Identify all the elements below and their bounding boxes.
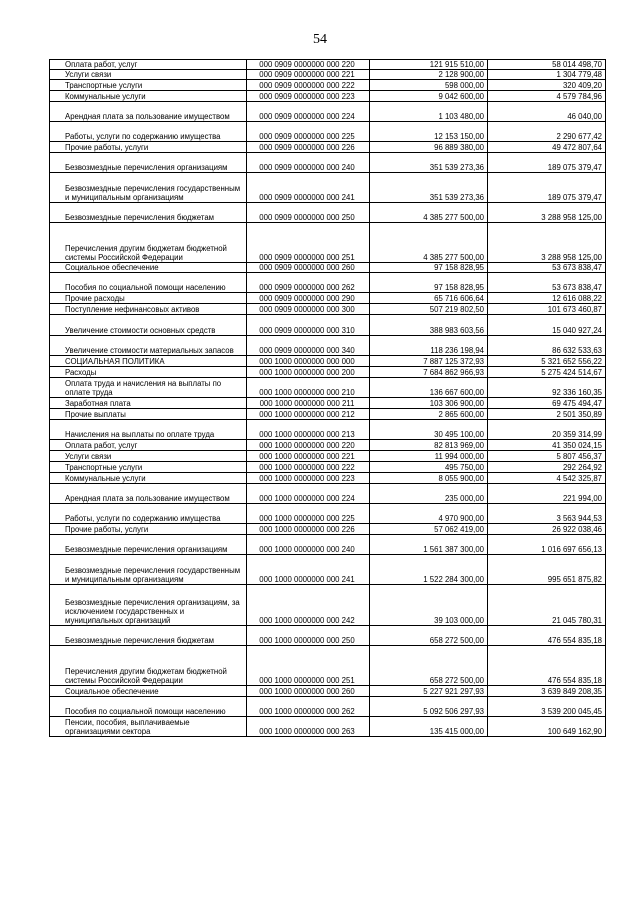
row-planned: 658 272 500,00 — [370, 626, 488, 646]
table-row — [50, 697, 606, 717]
row-planned: 5 227 921 297,93 — [370, 686, 488, 697]
table-row — [50, 462, 606, 473]
row-name: Безвозмездные перечисления бюджетам — [50, 203, 247, 223]
row-code: 000 0909 0000000 000 290 — [247, 293, 370, 304]
budget-table — [49, 59, 606, 737]
row-code: 000 0909 0000000 000 250 — [247, 203, 370, 223]
row-planned: 5 092 506 297,93 — [370, 697, 488, 717]
row-code: 000 0909 0000000 000 260 — [247, 263, 370, 273]
row-code: 000 1000 0000000 000 226 — [247, 524, 370, 535]
row-code: 000 1000 0000000 000 225 — [247, 504, 370, 524]
row-name: Безвозмездные перечисления организациям — [50, 153, 247, 173]
row-name: Арендная плата за пользование имуществом — [50, 102, 247, 122]
row-executed: 69 475 494,47 — [488, 398, 606, 409]
row-name: Арендная плата за пользование имуществом — [50, 484, 247, 504]
row-executed: 49 472 807,64 — [488, 142, 606, 153]
row-executed: 53 673 838,47 — [488, 263, 606, 273]
row-name: Прочие работы, услуги — [50, 142, 247, 153]
row-executed: 15 040 927,24 — [488, 315, 606, 336]
row-name: Коммунальные услуги — [50, 473, 247, 484]
row-executed: 12 616 088,22 — [488, 293, 606, 304]
row-executed: 21 045 780,31 — [488, 585, 606, 626]
page-number: 54 — [313, 32, 327, 47]
table-row — [50, 535, 606, 555]
table-row — [50, 626, 606, 646]
row-code: 000 1000 0000000 000 211 — [247, 398, 370, 409]
row-name: Услуги связи — [50, 70, 247, 80]
row-code: 000 1000 0000000 000 241 — [247, 555, 370, 585]
row-code: 000 1000 0000000 000 242 — [247, 585, 370, 626]
row-planned: 1 103 480,00 — [370, 102, 488, 122]
row-code: 000 0909 0000000 000 220 — [247, 60, 370, 70]
row-code: 000 0909 0000000 000 222 — [247, 80, 370, 91]
table-row — [50, 336, 606, 356]
row-code: 000 1000 0000000 000 251 — [247, 646, 370, 686]
row-name: Заработная плата — [50, 398, 247, 409]
row-planned: 65 716 606,64 — [370, 293, 488, 304]
row-code: 000 1000 0000000 000 222 — [247, 462, 370, 473]
row-code: 000 1000 0000000 000 262 — [247, 697, 370, 717]
row-name: Расходы — [50, 367, 247, 378]
row-name: Прочие расходы — [50, 293, 247, 304]
row-executed: 320 409,20 — [488, 80, 606, 91]
table-row — [50, 473, 606, 484]
row-executed: 995 651 875,82 — [488, 555, 606, 585]
row-code: 000 0909 0000000 000 223 — [247, 91, 370, 102]
row-planned: 96 889 380,00 — [370, 142, 488, 153]
row-executed: 92 336 160,35 — [488, 378, 606, 398]
row-code: 000 1000 0000000 000 210 — [247, 378, 370, 398]
row-code: 000 1000 0000000 000 263 — [247, 717, 370, 737]
table-row — [50, 398, 606, 409]
table-row — [50, 91, 606, 102]
row-planned: 495 750,00 — [370, 462, 488, 473]
table-row — [50, 293, 606, 304]
row-name: СОЦИАЛЬНАЯ ПОЛИТИКА — [50, 356, 247, 367]
row-planned: 235 000,00 — [370, 484, 488, 504]
row-executed: 58 014 498,70 — [488, 60, 606, 70]
table-row — [50, 315, 606, 336]
row-planned: 97 158 828,95 — [370, 263, 488, 273]
row-planned: 103 306 900,00 — [370, 398, 488, 409]
row-code: 000 1000 0000000 000 220 — [247, 440, 370, 451]
row-planned: 2 865 600,00 — [370, 409, 488, 420]
row-name: Безвозмездные перечисления организациям, за исключением государственных и муниципальных организаций — [50, 585, 247, 626]
row-code: 000 0909 0000000 000 225 — [247, 122, 370, 142]
row-name: Оплата работ, услуг — [50, 60, 247, 70]
table-row — [50, 646, 606, 686]
row-planned: 4 385 277 500,00 — [370, 203, 488, 223]
table-row — [50, 102, 606, 122]
table-row — [50, 484, 606, 504]
budget-table-body — [50, 60, 606, 737]
row-code: 000 1000 0000000 000 213 — [247, 420, 370, 440]
row-name: Увеличение стоимости основных средств — [50, 315, 247, 336]
table-row — [50, 142, 606, 153]
row-executed: 189 075 379,47 — [488, 173, 606, 203]
row-code: 000 1000 0000000 000 240 — [247, 535, 370, 555]
row-name: Прочие работы, услуги — [50, 524, 247, 535]
row-planned: 8 055 900,00 — [370, 473, 488, 484]
row-code: 000 0909 0000000 000 224 — [247, 102, 370, 122]
row-name: Оплата работ, услуг — [50, 440, 247, 451]
row-name: Работы, услуги по содержанию имущества — [50, 504, 247, 524]
row-planned: 4 385 277 500,00 — [370, 223, 488, 263]
table-row — [50, 203, 606, 223]
row-planned: 11 994 000,00 — [370, 451, 488, 462]
row-name: Безвозмездные перечисления государственным и муниципальным организациям — [50, 173, 247, 203]
row-executed: 5 807 456,37 — [488, 451, 606, 462]
table-row — [50, 122, 606, 142]
table-row — [50, 60, 606, 70]
row-name: Пособия по социальной помощи населению — [50, 273, 247, 293]
table-row — [50, 585, 606, 626]
table-row — [50, 173, 606, 203]
row-executed: 5 275 424 514,67 — [488, 367, 606, 378]
row-planned: 598 000,00 — [370, 80, 488, 91]
row-executed: 100 649 162,90 — [488, 717, 606, 737]
row-executed: 101 673 460,87 — [488, 304, 606, 315]
row-code: 000 0909 0000000 000 251 — [247, 223, 370, 263]
row-executed: 3 639 849 208,35 — [488, 686, 606, 697]
row-code: 000 0909 0000000 000 221 — [247, 70, 370, 80]
row-name: Пенсии, пособия, выплачиваемые организациями сектора — [50, 717, 247, 737]
row-code: 000 1000 0000000 000 223 — [247, 473, 370, 484]
row-code: 000 1000 0000000 000 221 — [247, 451, 370, 462]
row-executed: 2 501 350,89 — [488, 409, 606, 420]
table-row — [50, 80, 606, 91]
table-row — [50, 420, 606, 440]
row-planned: 1 561 387 300,00 — [370, 535, 488, 555]
table-row — [50, 273, 606, 293]
row-name: Поступление нефинансовых активов — [50, 304, 247, 315]
row-planned: 136 667 600,00 — [370, 378, 488, 398]
table-row — [50, 223, 606, 263]
row-name: Пособия по социальной помощи населению — [50, 697, 247, 717]
row-name: Безвозмездные перечисления бюджетам — [50, 626, 247, 646]
row-planned: 9 042 600,00 — [370, 91, 488, 102]
row-executed: 4 542 325,87 — [488, 473, 606, 484]
row-name: Работы, услуги по содержанию имущества — [50, 122, 247, 142]
row-executed: 3 288 958 125,00 — [488, 203, 606, 223]
table-row — [50, 263, 606, 273]
row-planned: 658 272 500,00 — [370, 646, 488, 686]
row-code: 000 0909 0000000 000 340 — [247, 336, 370, 356]
row-code: 000 0909 0000000 000 300 — [247, 304, 370, 315]
row-code: 000 1000 0000000 000 212 — [247, 409, 370, 420]
row-executed: 1 016 697 656,13 — [488, 535, 606, 555]
table-row — [50, 70, 606, 80]
row-name: Социальное обеспечение — [50, 263, 247, 273]
row-executed: 53 673 838,47 — [488, 273, 606, 293]
table-row — [50, 304, 606, 315]
row-name: Оплата труда и начисления на выплаты по оплате труда — [50, 378, 247, 398]
row-executed: 3 563 944,53 — [488, 504, 606, 524]
row-code: 000 1000 0000000 000 260 — [247, 686, 370, 697]
row-planned: 12 153 150,00 — [370, 122, 488, 142]
row-name: Транспортные услуги — [50, 462, 247, 473]
row-planned: 2 128 900,00 — [370, 70, 488, 80]
row-planned: 351 539 273,36 — [370, 153, 488, 173]
row-planned: 39 103 000,00 — [370, 585, 488, 626]
row-planned: 121 915 510,00 — [370, 60, 488, 70]
row-code: 000 1000 0000000 000 250 — [247, 626, 370, 646]
row-code: 000 0909 0000000 000 241 — [247, 173, 370, 203]
row-executed: 4 579 784,96 — [488, 91, 606, 102]
row-executed: 3 288 958 125,00 — [488, 223, 606, 263]
row-name: Транспортные услуги — [50, 80, 247, 91]
row-code: 000 0909 0000000 000 226 — [247, 142, 370, 153]
row-executed: 476 554 835,18 — [488, 646, 606, 686]
row-executed: 221 994,00 — [488, 484, 606, 504]
table-row — [50, 153, 606, 173]
table-row — [50, 717, 606, 737]
row-name: Увеличение стоимости материальных запасов — [50, 336, 247, 356]
row-executed: 20 359 314,99 — [488, 420, 606, 440]
row-planned: 30 495 100,00 — [370, 420, 488, 440]
row-planned: 388 983 603,56 — [370, 315, 488, 336]
row-code: 000 1000 0000000 000 000 — [247, 356, 370, 367]
table-row — [50, 451, 606, 462]
row-name: Безвозмездные перечисления организациям — [50, 535, 247, 555]
row-planned: 135 415 000,00 — [370, 717, 488, 737]
row-planned: 57 062 419,00 — [370, 524, 488, 535]
table-row — [50, 504, 606, 524]
table-row — [50, 356, 606, 367]
row-name: Услуги связи — [50, 451, 247, 462]
row-code: 000 0909 0000000 000 262 — [247, 273, 370, 293]
row-planned: 507 219 802,50 — [370, 304, 488, 315]
row-executed: 2 290 677,42 — [488, 122, 606, 142]
row-planned: 4 970 900,00 — [370, 504, 488, 524]
row-planned: 1 522 284 300,00 — [370, 555, 488, 585]
row-name: Социальное обеспечение — [50, 686, 247, 697]
row-executed: 5 321 652 556,22 — [488, 356, 606, 367]
table-row — [50, 555, 606, 585]
table-row — [50, 686, 606, 697]
row-executed: 189 075 379,47 — [488, 153, 606, 173]
row-planned: 82 813 969,00 — [370, 440, 488, 451]
row-executed: 1 304 779,48 — [488, 70, 606, 80]
row-name: Коммунальные услуги — [50, 91, 247, 102]
row-planned: 351 539 273,36 — [370, 173, 488, 203]
table-row — [50, 378, 606, 398]
row-planned: 7 887 125 372,93 — [370, 356, 488, 367]
row-executed: 46 040,00 — [488, 102, 606, 122]
table-row — [50, 440, 606, 451]
row-name: Перечисления другим бюджетам бюджетной системы Российской Федерации — [50, 223, 247, 263]
row-executed: 26 922 038,46 — [488, 524, 606, 535]
row-planned: 97 158 828,95 — [370, 273, 488, 293]
row-executed: 3 539 200 045,45 — [488, 697, 606, 717]
row-executed: 86 632 533,63 — [488, 336, 606, 356]
row-code: 000 0909 0000000 000 240 — [247, 153, 370, 173]
row-executed: 476 554 835,18 — [488, 626, 606, 646]
row-name: Перечисления другим бюджетам бюджетной системы Российской Федерации — [50, 646, 247, 686]
row-name: Начисления на выплаты по оплате труда — [50, 420, 247, 440]
row-planned: 7 684 862 966,93 — [370, 367, 488, 378]
table-row — [50, 409, 606, 420]
row-code: 000 1000 0000000 000 200 — [247, 367, 370, 378]
row-code: 000 0909 0000000 000 310 — [247, 315, 370, 336]
row-name: Безвозмездные перечисления государственным и муниципальным организациям — [50, 555, 247, 585]
table-row — [50, 524, 606, 535]
row-executed: 292 264,92 — [488, 462, 606, 473]
table-row — [50, 367, 606, 378]
row-planned: 118 236 198,94 — [370, 336, 488, 356]
row-executed: 41 350 024,15 — [488, 440, 606, 451]
row-code: 000 1000 0000000 000 224 — [247, 484, 370, 504]
row-name: Прочие выплаты — [50, 409, 247, 420]
